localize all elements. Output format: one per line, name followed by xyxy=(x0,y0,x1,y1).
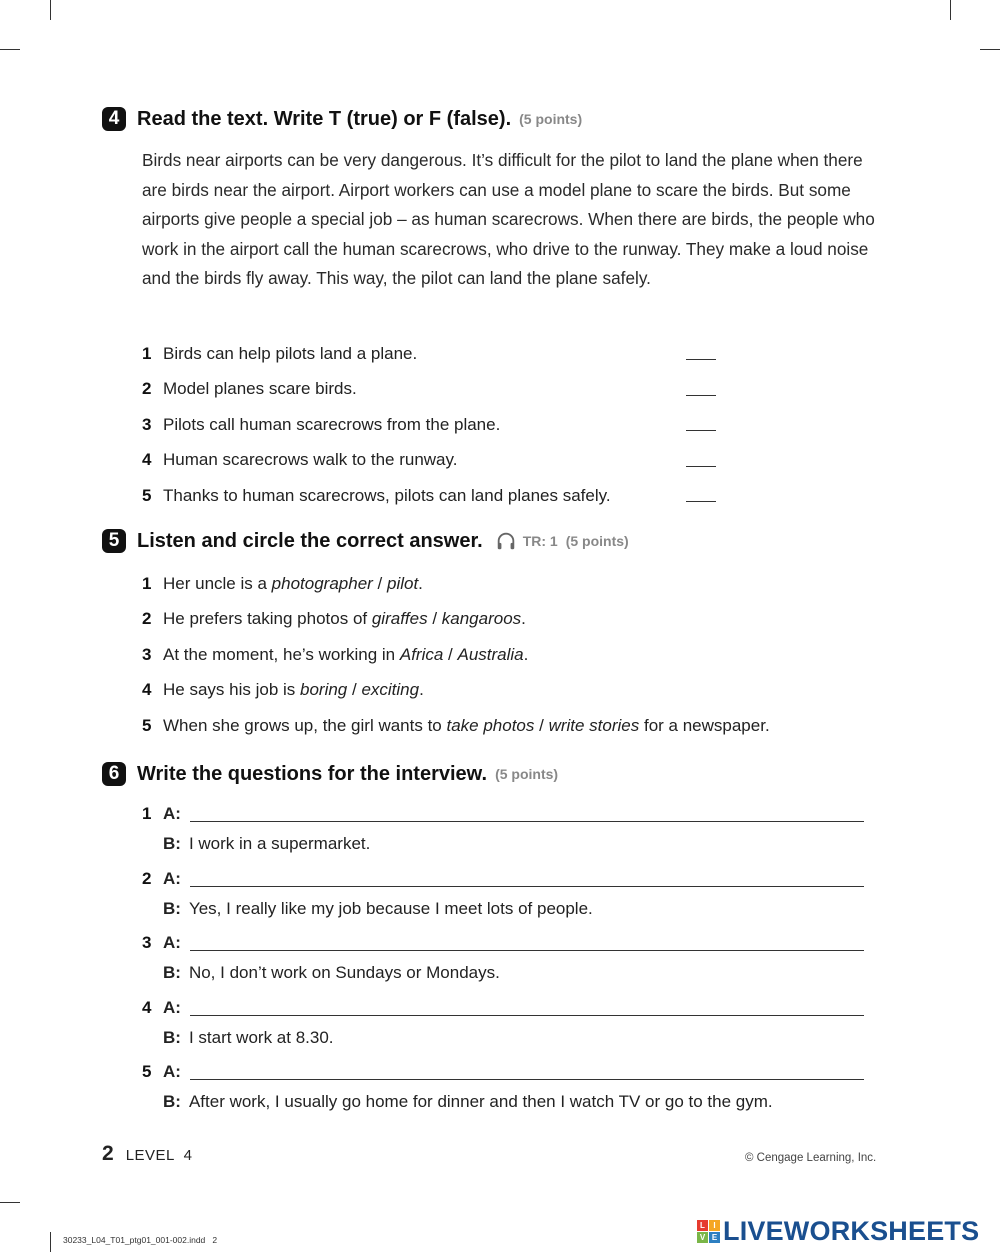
page-number: 2 xyxy=(102,1142,114,1165)
crop-mark xyxy=(50,0,51,20)
brand-name: LIVEWORKSHEETS xyxy=(723,1216,980,1246)
section-title: Read the text. Write T (true) or F (false). xyxy=(137,107,512,130)
brand-logo[interactable] xyxy=(697,1216,979,1247)
item-number: 5 xyxy=(142,1062,152,1081)
list-item xyxy=(142,799,872,864)
list-item xyxy=(142,993,872,1058)
sentence-end: . xyxy=(521,609,526,629)
option-separator: / xyxy=(534,715,549,735)
item-number: 4 xyxy=(142,680,152,700)
speaker-a-label: A: xyxy=(163,933,181,952)
list-item xyxy=(142,708,902,744)
speaker-a-label: A: xyxy=(163,804,181,823)
item-number: 3 xyxy=(142,933,152,952)
item-number: 3 xyxy=(142,644,152,664)
brand-tiles-icon xyxy=(697,1220,720,1243)
item-number: 1 xyxy=(142,804,152,823)
true-false-list xyxy=(142,336,732,514)
sentence-start: Her uncle is a xyxy=(163,573,272,593)
list-item xyxy=(142,1057,872,1122)
answer-text: I start work at 8.30. xyxy=(188,1027,334,1047)
sentence-start: At the moment, he’s working in xyxy=(163,644,400,664)
question-answer-line[interactable] xyxy=(190,950,864,951)
option-2[interactable]: kangaroos xyxy=(441,609,522,629)
brand-tile: I xyxy=(709,1220,720,1231)
list-item xyxy=(142,372,732,408)
answer-blank[interactable] xyxy=(686,359,716,360)
sentence-start: He says his job is xyxy=(163,680,300,700)
answer-blank[interactable] xyxy=(686,395,716,396)
list-item xyxy=(142,566,902,602)
section-number-badge: 5 xyxy=(102,529,126,553)
speaker-a-label: A: xyxy=(163,1062,181,1081)
section-title: Listen and circle the correct answer. xyxy=(137,529,483,552)
item-number: 3 xyxy=(142,414,152,434)
option-1[interactable]: boring xyxy=(300,680,348,700)
sentence-start: When she grows up, the girl wants to xyxy=(163,715,447,735)
option-2[interactable]: exciting xyxy=(361,680,420,700)
section-5-heading xyxy=(102,527,629,555)
speaker-b-label: B: xyxy=(163,1092,181,1111)
speaker-a-label: A: xyxy=(163,868,181,888)
item-number: 1 xyxy=(142,573,152,593)
option-separator: / xyxy=(427,609,442,629)
statement-text: Birds can help pilots land a plane. xyxy=(163,343,418,363)
item-number: 4 xyxy=(142,450,152,470)
item-number: 1 xyxy=(142,343,152,363)
list-item xyxy=(142,443,732,479)
list-item xyxy=(142,928,872,993)
option-2[interactable]: Australia xyxy=(457,644,524,664)
speaker-b-label: B: xyxy=(163,963,181,982)
speaker-b-label: B: xyxy=(163,1027,181,1047)
level-label: LEVEL 4 xyxy=(125,1147,193,1164)
section-number-badge: 4 xyxy=(102,107,126,131)
brand-tile: L xyxy=(697,1220,708,1231)
sentence-end: for a newspaper. xyxy=(639,715,770,735)
answer-text: Yes, I really like my job because I meet lots of people. xyxy=(188,898,593,918)
statement-text: Human scarecrows walk to the runway. xyxy=(163,450,458,470)
track-label: TR: 1 xyxy=(522,533,558,549)
crop-mark xyxy=(980,49,1000,50)
sentence-start: He prefers taking photos of xyxy=(163,609,372,629)
statement-text: Thanks to human scarecrows, pilots can land planes safely. xyxy=(163,485,611,505)
question-answer-line[interactable] xyxy=(190,886,864,887)
section-4 xyxy=(102,105,582,133)
section-title: Write the questions for the interview. xyxy=(137,762,488,785)
answer-blank[interactable] xyxy=(686,430,716,431)
crop-mark xyxy=(0,1202,20,1203)
list-item xyxy=(142,336,732,372)
option-separator: / xyxy=(372,573,387,593)
question-answer-line[interactable] xyxy=(190,1079,864,1080)
option-2[interactable]: write stories xyxy=(548,715,640,735)
sentence-end: . xyxy=(523,644,529,664)
sentence-end: . xyxy=(419,680,424,700)
reading-passage: Birds near airports can be very dangerous. It’s difficult for the pilot to land the plane when there are birds near the airport. Airport workers can use a model plane to scare the birds. But some airports give people a special job – as human scarecrows. When there are birds, the people who work in the airport call the human scarecrows, who drive to the runway. They make a loud noise and the birds fly away. This way, the pilot can land the plane safely. xyxy=(142,150,875,289)
circle-answer-list xyxy=(142,566,902,744)
answer-blank[interactable] xyxy=(686,466,716,467)
answer-text: I work in a supermarket. xyxy=(188,834,371,853)
points-label: (5 points) xyxy=(519,111,583,127)
brand-tile: V xyxy=(697,1232,708,1243)
item-number: 2 xyxy=(142,868,152,888)
item-number: 5 xyxy=(142,715,152,735)
option-1[interactable]: giraffes xyxy=(371,609,428,629)
answer-blank[interactable] xyxy=(686,501,716,502)
page-footer xyxy=(102,1142,193,1166)
section-5 xyxy=(102,527,629,555)
statement-text: Model planes scare birds. xyxy=(163,379,357,399)
question-answer-line[interactable] xyxy=(190,821,864,822)
list-item xyxy=(142,407,732,443)
interview-list xyxy=(142,799,872,1122)
list-item xyxy=(142,602,902,638)
item-number: 2 xyxy=(142,379,152,399)
list-item xyxy=(142,864,872,929)
statement-text: Pilots call human scarecrows from the plane. xyxy=(163,414,501,434)
section-6 xyxy=(102,760,558,788)
question-answer-line[interactable] xyxy=(190,1015,864,1016)
option-separator: / xyxy=(443,644,458,664)
list-item xyxy=(142,637,902,673)
answer-text: No, I don’t work on Sundays or Mondays. xyxy=(188,963,500,982)
points-label: (5 points) xyxy=(565,533,629,549)
section-4-heading xyxy=(102,105,582,133)
option-separator: / xyxy=(347,680,362,700)
section-number-badge: 6 xyxy=(102,762,126,786)
answer-text: After work, I usually go home for dinner and then I watch TV or go to the gym. xyxy=(188,1092,773,1111)
crop-mark xyxy=(950,0,951,20)
option-1[interactable]: Africa xyxy=(399,644,444,664)
section-6-heading xyxy=(102,760,558,788)
list-item xyxy=(142,673,902,709)
speaker-b-label: B: xyxy=(163,898,181,918)
brand-tile: E xyxy=(709,1232,720,1243)
item-number: 2 xyxy=(142,609,152,629)
file-slug: 30233_L04_T01_ptg01_001-002.indd 2 xyxy=(63,1235,218,1245)
speaker-a-label: A: xyxy=(163,997,181,1017)
sentence-end: . xyxy=(418,573,423,593)
speaker-b-label: B: xyxy=(163,834,181,853)
headphones-icon xyxy=(495,530,517,552)
list-item xyxy=(142,478,732,514)
option-1[interactable]: photographer xyxy=(271,573,373,593)
option-1[interactable]: take photos xyxy=(446,715,535,735)
copyright-notice: © Cengage Learning, Inc. xyxy=(745,1152,877,1164)
item-number: 5 xyxy=(142,485,152,505)
crop-mark xyxy=(0,49,20,50)
points-label: (5 points) xyxy=(495,766,559,782)
crop-mark xyxy=(50,1232,51,1252)
option-2[interactable]: pilot xyxy=(386,573,419,593)
item-number: 4 xyxy=(142,997,152,1017)
